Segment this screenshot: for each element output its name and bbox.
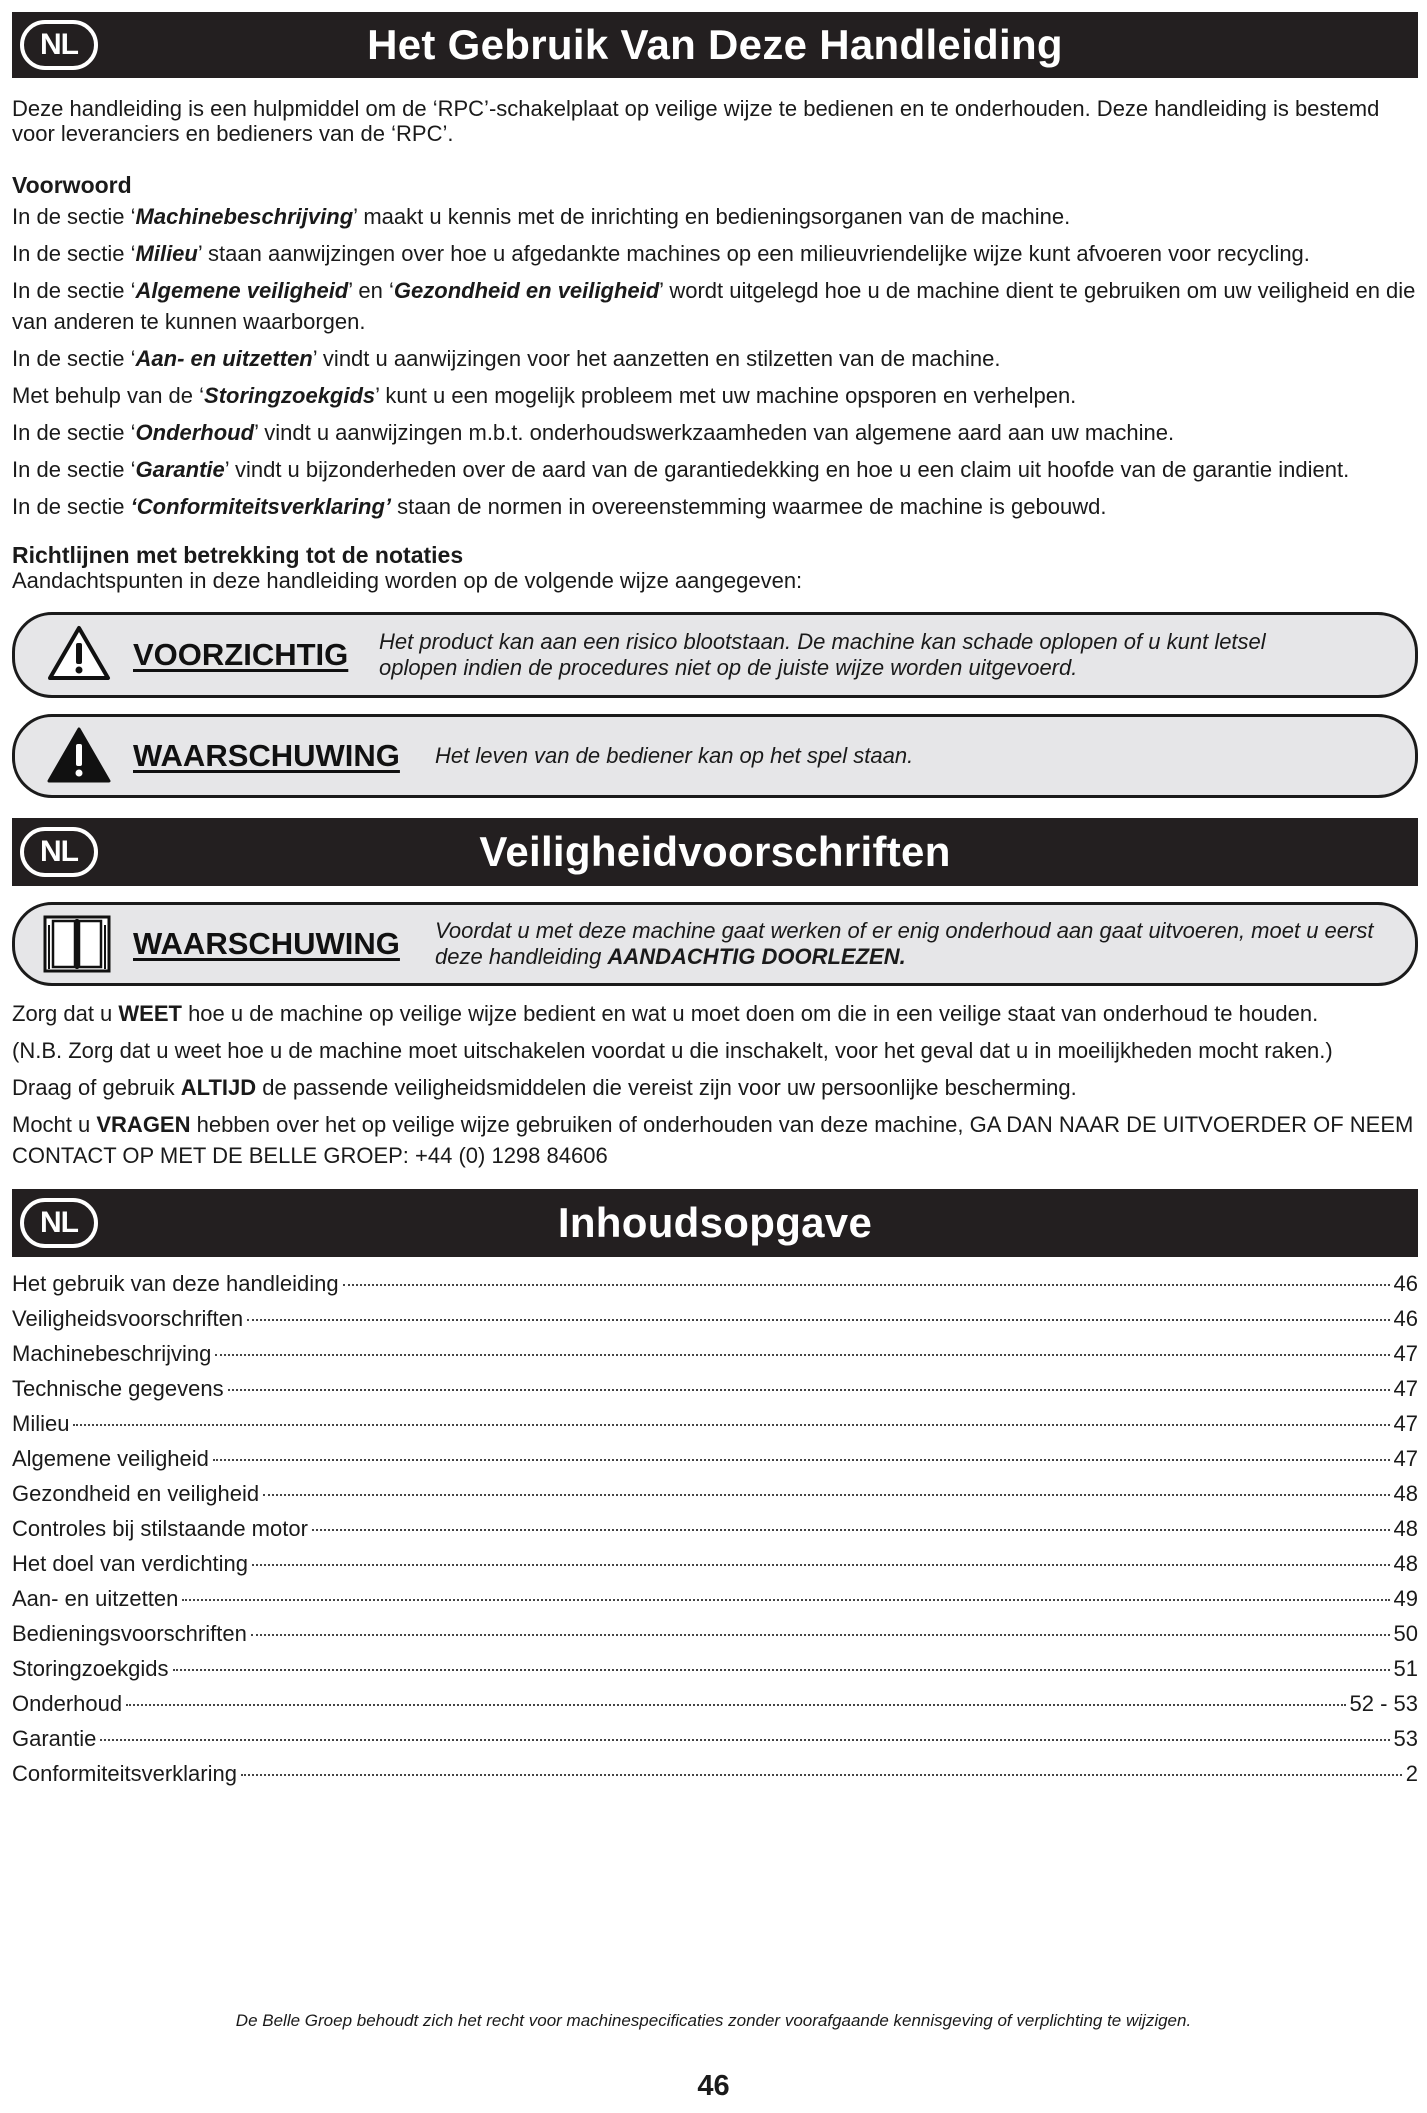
toc-leader-dots xyxy=(215,1354,1389,1356)
page-number: 46 xyxy=(697,2070,730,2102)
table-of-contents xyxy=(12,1271,1418,1796)
toc-leader-dots xyxy=(251,1634,1390,1636)
section-banner-safety xyxy=(12,818,1418,886)
intro-paragraph: Deze handleiding is een hulpmiddel om de ‘RPC’-schakelplaat op veilige wijze te bedienen en te onderhouden. Deze handleiding is bestemd voor leveranciers en bedieners van de ‘RPC’. xyxy=(12,96,1380,146)
toc-entry xyxy=(12,1516,1418,1551)
toc-leader-dots xyxy=(73,1424,1389,1426)
read-manual-warning-text: Voordat u met deze machine gaat werken of er enig onderhoud aan gaat uitvoeren, moet u eerst deze handleiding AANDACHTIG DOORLEZEN. xyxy=(435,918,1374,969)
section-title: Inhoudsopgave xyxy=(557,1199,873,1246)
warning-callout xyxy=(12,714,1418,798)
section-title: Het Gebruik Van Deze Handleiding xyxy=(367,21,1063,68)
toc-entry-label: Milieu xyxy=(12,1411,70,1436)
notation-heading: Richtlijnen met betrekking tot de notaties xyxy=(12,542,464,568)
toc-entry-label: Onderhoud xyxy=(12,1691,123,1716)
toc-leader-dots xyxy=(182,1599,1389,1601)
toc-entry-page: 48 xyxy=(1393,1516,1418,1541)
safety-paragraph: Mocht u VRAGEN hebben over het op veilige wijze gebruiken of onderhouden van deze machine, GA DAN NAAR DE UITVOERDER OF NEEM CONTACT OP MET DE BELLE GROEP: +44 (0) 1298 84606 xyxy=(12,1112,1414,1168)
safety-paragraph: (N.B. Zorg dat u weet hoe u de machine moet uitschakelen voordat u die inschakelt, voor het geval dat u in moeilijkheden mocht raken.) xyxy=(12,1038,1333,1063)
toc-entry xyxy=(12,1656,1418,1691)
nl-language-badge-icon: NL xyxy=(20,827,98,877)
warning-triangle-filled-icon xyxy=(47,727,111,783)
toc-entry-page: 47 xyxy=(1393,1376,1418,1401)
toc-entry-page: 47 xyxy=(1393,1446,1418,1471)
foreword-item: Met behulp van de ‘Storingzoekgids’ kunt u een mogelijk probleem met uw machine opsporen en verhelpen. xyxy=(12,383,1077,408)
toc-entry xyxy=(12,1376,1418,1411)
toc-entry xyxy=(12,1761,1418,1796)
toc-entry-label: Het gebruik van deze handleiding xyxy=(12,1271,339,1296)
manual-page xyxy=(12,12,1418,1796)
toc-leader-dots xyxy=(312,1529,1390,1531)
toc-entry xyxy=(12,1551,1418,1586)
read-manual-warning-label: WAARSCHUWING xyxy=(133,926,400,961)
toc-leader-dots xyxy=(228,1389,1390,1391)
toc-entry-page: 53 xyxy=(1393,1726,1418,1751)
section-banner-contents xyxy=(12,1189,1418,1257)
foreword-heading: Voorwoord xyxy=(12,172,132,198)
foreword-item: In de sectie ‘Aan- en uitzetten’ vindt u aanwijzingen voor het aanzetten en stilzetten van de machine. xyxy=(12,346,1001,371)
toc-leader-dots xyxy=(126,1704,1345,1706)
toc-entry xyxy=(12,1341,1418,1376)
safety-paragraph: Draag of gebruik ALTIJD de passende veiligheidsmiddelen die vereist zijn voor uw persoonlijke bescherming. xyxy=(12,1075,1077,1100)
toc-leader-dots xyxy=(247,1319,1389,1321)
toc-leader-dots xyxy=(213,1459,1390,1461)
warning-text: Het leven van de bediener kan op het spel staan. xyxy=(435,743,914,768)
foreword-list xyxy=(12,201,1418,522)
foreword-item: In de sectie ‘Garantie’ vindt u bijzonderheden over de aard van de garantiedekking en hoe u een claim uit hoofde van de garantie indient. xyxy=(12,457,1350,482)
section-title: Veiligheidvoorschriften xyxy=(479,828,951,875)
warning-triangle-outline-icon xyxy=(47,625,111,681)
toc-entry-page: 46 xyxy=(1393,1306,1418,1331)
toc-leader-dots xyxy=(263,1494,1389,1496)
warning-label: WAARSCHUWING xyxy=(133,738,400,773)
toc-entry xyxy=(12,1411,1418,1446)
toc-entry xyxy=(12,1586,1418,1621)
toc-entry-label: Gezondheid en veiligheid xyxy=(12,1481,260,1506)
toc-entry xyxy=(12,1621,1418,1656)
toc-leader-dots xyxy=(100,1739,1389,1741)
toc-entry-page: 48 xyxy=(1393,1551,1418,1576)
toc-entry-page: 47 xyxy=(1393,1411,1418,1436)
foreword-item: In de sectie ‘Conformiteitsverklaring’ staan de normen in overeenstemming waarmee de machine is gebouwd. xyxy=(12,494,1107,519)
foreword-item: In de sectie ‘Milieu’ staan aanwijzingen over hoe u afgedankte machines op een milieuvriendelijke wijze kunt afvoeren voor recycling. xyxy=(12,241,1310,266)
toc-leader-dots xyxy=(241,1774,1402,1776)
toc-entry-page: 52 - 53 xyxy=(1349,1691,1418,1716)
manual-book-icon xyxy=(43,913,111,975)
toc-entry-page: 46 xyxy=(1393,1271,1418,1296)
toc-entry xyxy=(12,1306,1418,1341)
toc-entry-label: Het doel van verdichting xyxy=(12,1551,249,1576)
nl-language-badge-icon: NL xyxy=(20,20,98,70)
toc-entry-page: 48 xyxy=(1393,1481,1418,1506)
safety-paragraphs xyxy=(12,998,1418,1171)
caution-label: VOORZICHTIG xyxy=(133,637,349,672)
caution-text: Het product kan aan een risico blootstaan. De machine kan schade oplopen of u kunt letsel oplopen indien de procedures niet op de juiste wijze worden uitgevoerd. xyxy=(379,629,1266,680)
safety-paragraph: Zorg dat u WEET hoe u de machine op veilige wijze bedient en wat u moet doen om die in een veilige staat van onderhoud te houden. xyxy=(12,1001,1319,1026)
foreword-item: In de sectie ‘Machinebeschrijving’ maakt u kennis met de inrichting en bedieningsorganen van de machine. xyxy=(12,204,1071,229)
nl-language-badge-icon: NL xyxy=(20,1198,98,1248)
toc-entry-label: Machinebeschrijving xyxy=(12,1341,212,1366)
toc-entry xyxy=(12,1691,1418,1726)
toc-entry-label: Conformiteitsverklaring xyxy=(12,1761,237,1786)
section-banner-manual-usage xyxy=(12,12,1418,78)
foreword-item: In de sectie ‘Onderhoud’ vindt u aanwijzingen m.b.t. onderhoudswerkzaamheden van algemene aard aan uw machine. xyxy=(12,420,1175,445)
toc-entry-label: Storingzoekgids xyxy=(12,1656,169,1681)
toc-entry xyxy=(12,1726,1418,1761)
notation-intro: Aandachtspunten in deze handleiding worden op de volgende wijze aangegeven: xyxy=(12,568,803,593)
toc-entry-label: Veiligheidsvoorschriften xyxy=(12,1306,244,1331)
read-manual-warning-callout xyxy=(12,902,1418,986)
toc-leader-dots xyxy=(252,1564,1389,1566)
toc-entry xyxy=(12,1271,1418,1306)
foreword-item: In de sectie ‘Algemene veiligheid’ en ‘Gezondheid en veiligheid’ wordt uitgelegd hoe u de machine dient te gebruiken om uw veiligheid en die van anderen te kunnen waarborgen. xyxy=(12,278,1416,334)
toc-entry-page: 2 xyxy=(1405,1761,1418,1786)
toc-leader-dots xyxy=(343,1284,1390,1286)
toc-entry-label: Bedieningsvoorschriften xyxy=(12,1621,247,1646)
toc-entry-page: 50 xyxy=(1393,1621,1418,1646)
toc-entry-label: Controles bij stilstaande motor xyxy=(12,1516,308,1541)
toc-entry xyxy=(12,1446,1418,1481)
footer-disclaimer: De Belle Groep behoudt zich het recht voor machinespecificaties zonder voorafgaande kennisgeving of verplichting te wijzigen. xyxy=(235,2011,1192,2030)
toc-leader-dots xyxy=(173,1669,1390,1671)
toc-entry xyxy=(12,1481,1418,1516)
toc-entry-label: Garantie xyxy=(12,1726,97,1751)
toc-entry-label: Algemene veiligheid xyxy=(12,1446,209,1471)
toc-entry-page: 49 xyxy=(1393,1586,1418,1611)
toc-entry-page: 47 xyxy=(1393,1341,1418,1366)
caution-callout xyxy=(12,612,1418,698)
toc-entry-label: Aan- en uitzetten xyxy=(12,1586,179,1611)
toc-entry-page: 51 xyxy=(1393,1656,1418,1681)
toc-entry-label: Technische gegevens xyxy=(12,1376,224,1401)
